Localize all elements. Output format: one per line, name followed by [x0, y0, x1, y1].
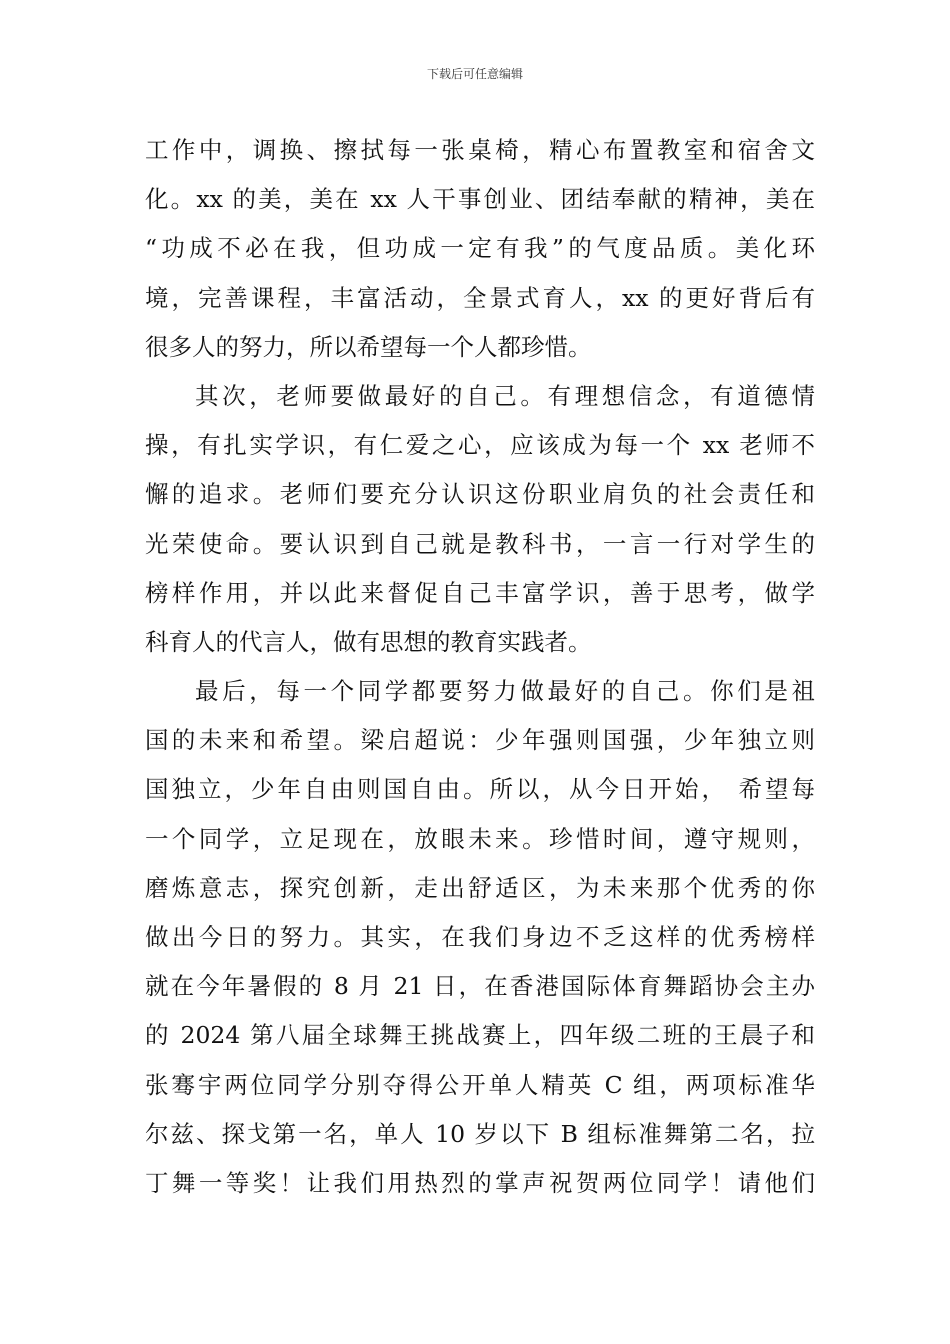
- text-line: 一个同学，立足现在，放眼未来。珍惜时间，遵守规则，: [145, 824, 815, 853]
- text-line: 操，有扎实学识，有仁爱之心，应该成为每一个 xx 老师不: [145, 431, 815, 460]
- text-line: 尔兹、探戈第一名，单人 10 岁以下 B 组标准舞第二名，拉: [145, 1119, 815, 1148]
- text-line: 的 2024 第八届全球舞王挑战赛上，四年级二班的王晨子和: [145, 1021, 815, 1050]
- text-line: 磨炼意志，探究创新，走出舒适区，为未来那个优秀的你: [145, 873, 815, 902]
- text-line: 做出今日的努力。其实，在我们身边不乏这样的优秀榜样: [145, 923, 815, 951]
- text-line: 丁舞一等奖！让我们用热烈的掌声祝贺两位同学！请他们: [145, 1168, 815, 1197]
- text-line: 国独立，少年自由则国自由。所以，从今日开始， 希望每: [145, 775, 815, 804]
- text-line: 张骞宇两位同学分别夺得公开单人精英 C 组，两项标准华: [145, 1070, 815, 1099]
- text-line: 很多人的努力，所以希望每一个人都珍惜。: [145, 332, 592, 361]
- text-line: 科育人的代言人，做有思想的教育实践者。: [145, 627, 592, 656]
- text-line: “功成不必在我，但功成一定有我”的气度品质。美化环: [145, 234, 815, 263]
- text-line: 就在今年暑假的 8 月 21 日，在香港国际体育舞蹈协会主办: [145, 972, 815, 1001]
- paragraph-first-line: 其次，老师要做最好的自己。有理想信念，有道德情: [195, 381, 815, 410]
- text-line: 国的未来和希望。梁启超说：少年强则国强，少年独立则: [145, 726, 815, 755]
- text-line: 榜样作用，并以此来督促自己丰富学识，善于思考，做学: [145, 578, 815, 607]
- page-header: 下载后可任意编辑: [426, 67, 523, 81]
- text-line: 境，完善课程，丰富活动，全景式育人，xx 的更好背后有: [145, 283, 815, 312]
- document-body: [145, 126, 815, 1208]
- text-line: 工作中，调换、擦拭每一张桌椅，精心布置教室和宿舍文: [145, 136, 815, 164]
- text-line: 化。xx 的美，美在 xx 人干事创业、团结奉献的精神，美在: [145, 185, 815, 214]
- paragraph-first-line: 最后，每一个同学都要努力做最好的自己。你们是祖: [195, 677, 815, 706]
- text-line: 懈的追求。老师们要充分认识这份职业肩负的社会责任和: [145, 480, 815, 509]
- text-line: 光荣使命。要认识到自己就是教科书，一言一行对学生的: [145, 529, 815, 558]
